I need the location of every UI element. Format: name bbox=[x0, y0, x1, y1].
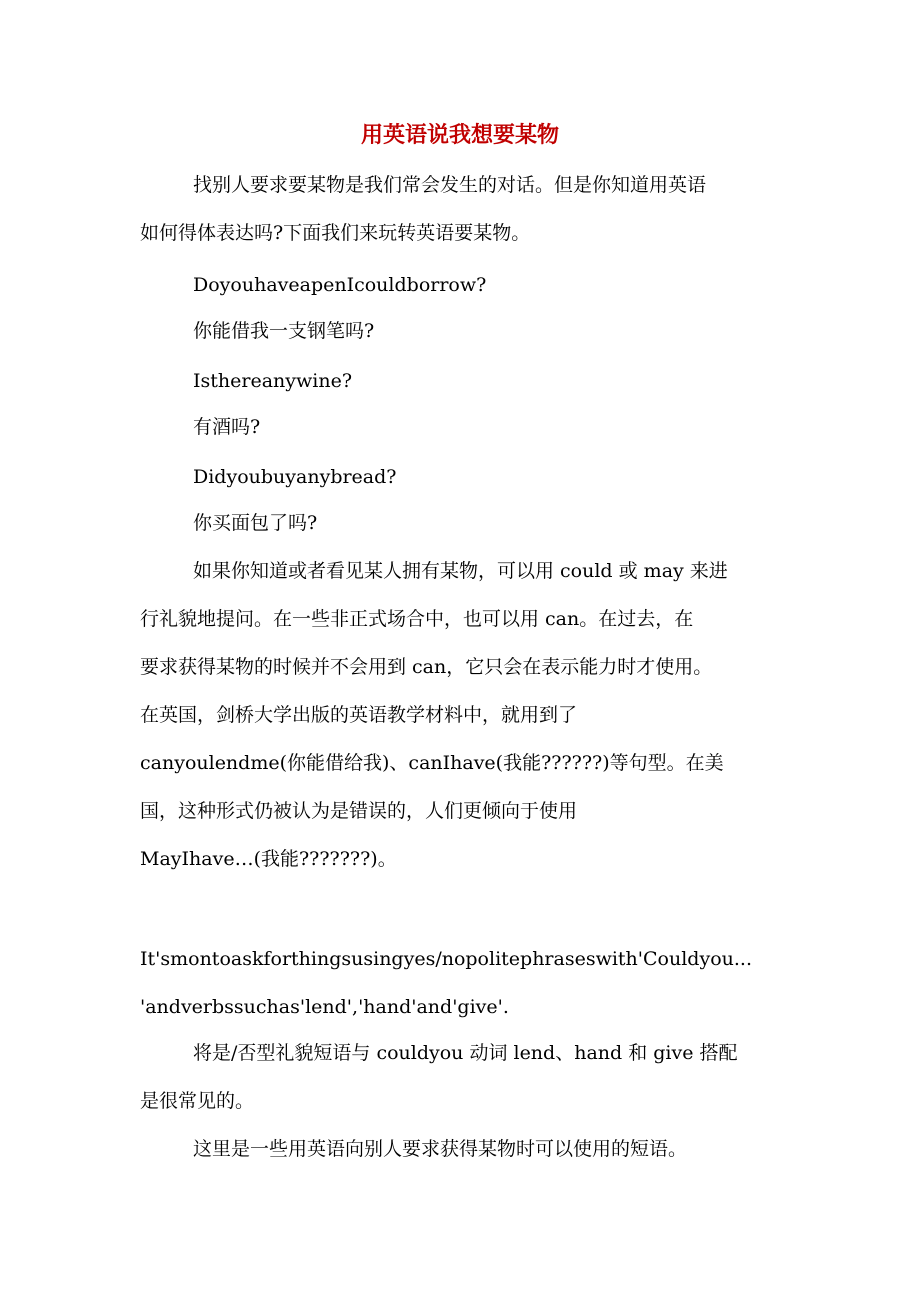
english-example: DoyouhaveapenIcouldborrow? bbox=[193, 274, 487, 296]
paragraph-line: 要求获得某物的时候并不会用到 can，它只会在表示能力时才使用。 bbox=[140, 656, 713, 678]
chinese-translation: 你能借我一支钢笔吗? bbox=[193, 320, 375, 342]
chinese-translation: 你买面包了吗? bbox=[193, 512, 318, 534]
paragraph-line: 如何得体表达吗?下面我们来玩转英语要某物。 bbox=[140, 222, 531, 244]
english-quote-line: 'andverbssuchas'lend','hand'and'give'. bbox=[140, 996, 509, 1018]
english-example: Didyoubuyanybread? bbox=[193, 466, 397, 488]
paragraph-line: 行礼貌地提问。在一些非正式场合中，也可以用 can。在过去，在 bbox=[140, 608, 694, 630]
paragraph-line: MayIhave…(我能???????)。 bbox=[140, 848, 397, 870]
paragraph-line: 将是/否型礼貌短语与 couldyou 动词 lend、hand 和 give 搭配 bbox=[193, 1042, 738, 1064]
paragraph-line: 在英国，剑桥大学出版的英语教学材料中，就用到了 bbox=[140, 704, 578, 726]
chinese-translation: 有酒吗? bbox=[193, 416, 261, 438]
document-title: 用英语说我想要某物 bbox=[360, 122, 559, 148]
paragraph-line: 这里是一些用英语向别人要求获得某物时可以使用的短语。 bbox=[193, 1138, 688, 1160]
paragraph-line: canyoulendme(你能借给我)、canIhave(我能??????)等句型。在美 bbox=[140, 752, 724, 774]
english-example: Isthereanywine? bbox=[193, 370, 353, 392]
paragraph-line: 找别人要求要某物是我们常会发生的对话。但是你知道用英语 bbox=[193, 174, 707, 196]
paragraph-line: 是很常见的。 bbox=[140, 1090, 255, 1112]
paragraph-line: 如果你知道或者看见某人拥有某物，可以用 could 或 may 来进 bbox=[193, 560, 728, 582]
english-quote-line: It'smontoaskforthingsusingyes/nopolitephraseswith'Couldyou... bbox=[140, 948, 752, 970]
paragraph-line: 国，这种形式仍被认为是错误的，人们更倾向于使用 bbox=[140, 800, 578, 822]
